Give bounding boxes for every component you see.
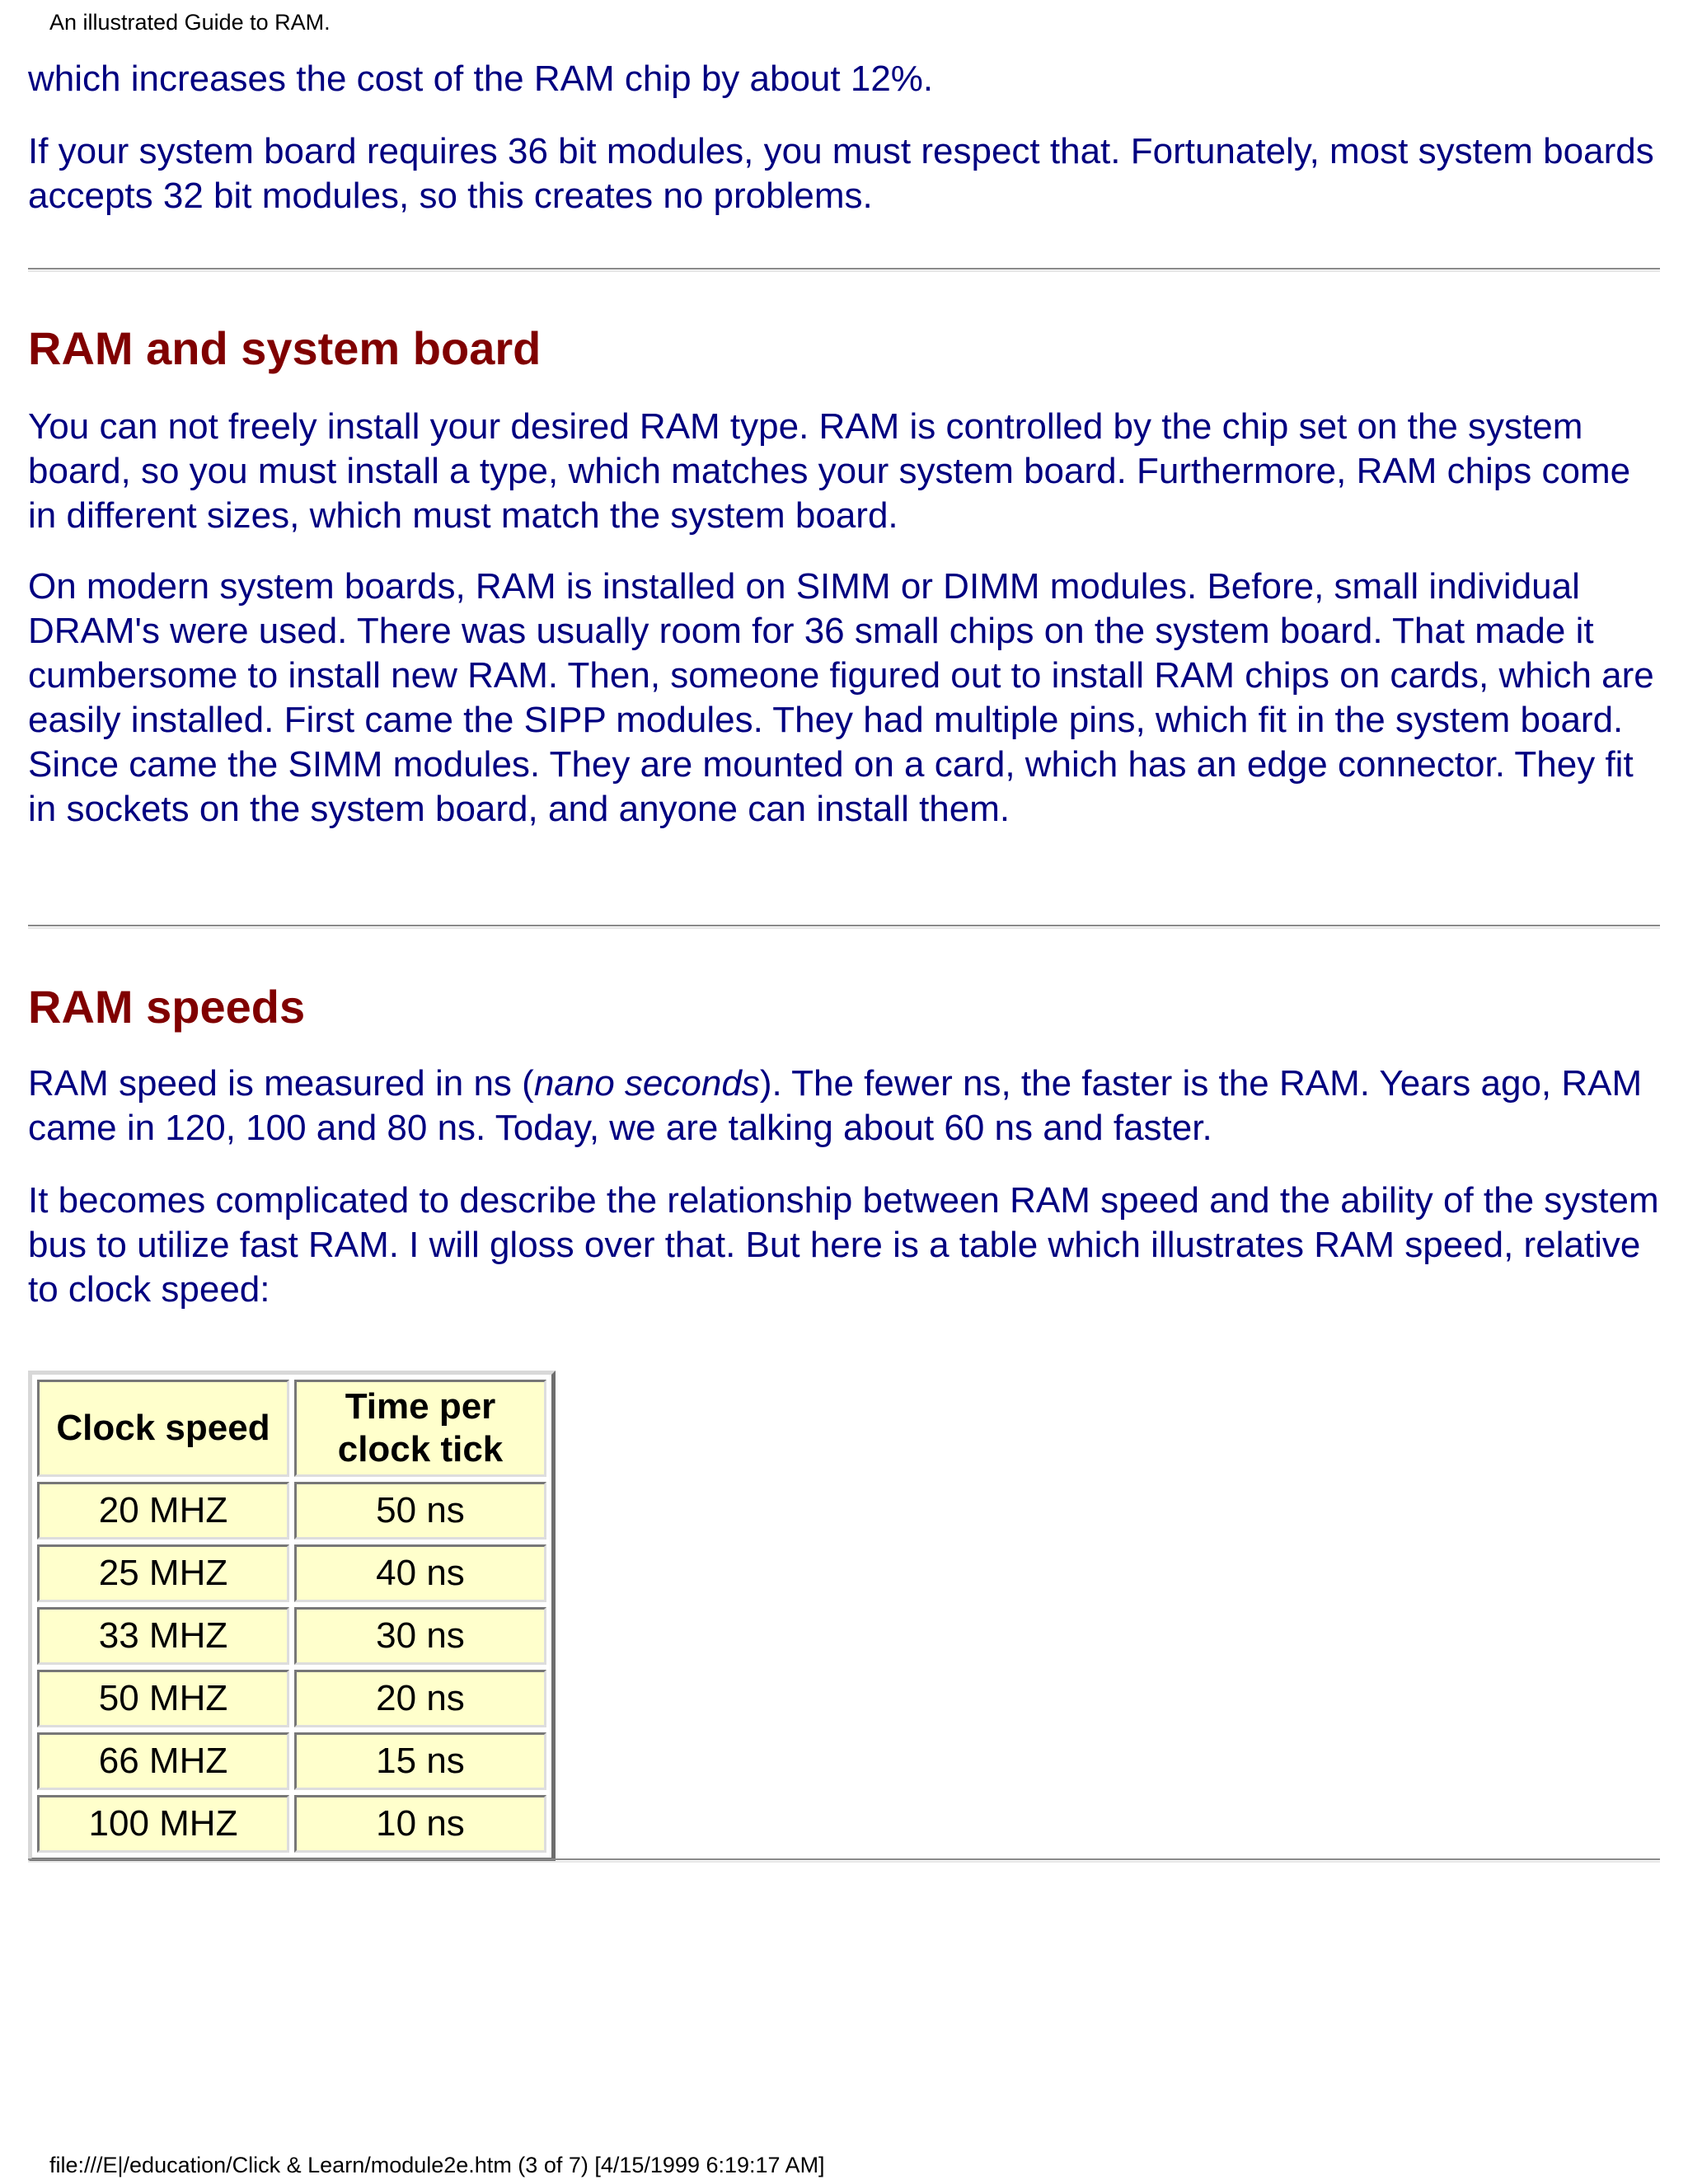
clock-speed-cell: 33 MHZ <box>37 1607 289 1665</box>
paragraph: On modern system boards, RAM is installed on SIMM or DIMM modules. Before, small individual DRAM's were used. There was usually room for 36 small chips on the system board. That made it cumbersome to install new RAM. Then, someone figured out to install RAM chips on cards, which are easily installed. First came the SIPP modules. They had multiple pins, which fit in the system board. Since came the SIMM modules. They are mounted on a card, which has an edge connector. They fit in sockets on the system board, and anyone can install them. <box>28 566 1654 829</box>
divider <box>28 925 1660 929</box>
time-per-tick-cell: 50 ns <box>294 1482 546 1540</box>
divider <box>28 268 1660 272</box>
clock-speed-cell: 25 MHZ <box>37 1544 289 1602</box>
paragraph: It becomes complicated to describe the relationship between RAM speed and the ability of the system bus to utilize fast RAM. I will gloss over that. But here is a table which illustrates RAM speed, relative to clock speed: <box>28 1180 1659 1310</box>
table-row <box>37 1732 546 1790</box>
divider <box>28 1858 1660 1863</box>
page-footer-url: file:///E|/education/Click & Learn/module2e.htm (3 of 7) [4/15/1999 6:19:17 AM] <box>49 2153 825 2177</box>
italic-term: nano seconds <box>533 1063 760 1104</box>
section-heading-ram-speeds: RAM speeds <box>28 981 306 1033</box>
clock-speed-table <box>28 1371 556 1862</box>
column-header: Clock speed <box>37 1380 289 1477</box>
time-per-tick-cell: 30 ns <box>294 1607 546 1665</box>
time-per-tick-cell: 10 ns <box>294 1795 546 1853</box>
paragraph: You can not freely install your desired RAM type. RAM is controlled by the chip set on the system board, so you must install a type, which matches your system board. Furthermore, RAM chips come in different sizes, which must match the system board. <box>28 406 1631 536</box>
table-row <box>37 1670 546 1727</box>
time-per-tick-cell: 15 ns <box>294 1732 546 1790</box>
clock-speed-cell: 66 MHZ <box>37 1732 289 1790</box>
paragraph: If your system board requires 36 bit modules, you must respect that. Fortunately, most system boards accepts 32 bit modules, so this creates no problems. <box>28 131 1654 216</box>
table-row <box>37 1544 546 1602</box>
clock-speed-cell: 20 MHZ <box>37 1482 289 1540</box>
table-header-row <box>37 1380 546 1477</box>
table-row <box>37 1795 546 1853</box>
page-header-title: An illustrated Guide to RAM. <box>49 10 331 35</box>
text: RAM speed is measured in ns ( <box>28 1063 534 1104</box>
time-per-tick-cell: 40 ns <box>294 1544 546 1602</box>
column-header: Time per clock tick <box>294 1380 546 1477</box>
clock-speed-cell: 100 MHZ <box>37 1795 289 1853</box>
paragraph: which increases the cost of the RAM chip by about 12%. <box>28 59 934 99</box>
text: ). The fewer ns, the faster is the RAM. Years ago, RAM came in 120, 100 and 80 ns. Today, we are talking about 60 ns and faster. <box>28 1063 1643 1148</box>
paragraph <box>28 1062 1668 1151</box>
table-row <box>37 1607 546 1665</box>
table-row <box>37 1482 546 1540</box>
section-heading-ram-and-system-board: RAM and system board <box>28 322 542 374</box>
clock-speed-cell: 50 MHZ <box>37 1670 289 1727</box>
time-per-tick-cell: 20 ns <box>294 1670 546 1727</box>
